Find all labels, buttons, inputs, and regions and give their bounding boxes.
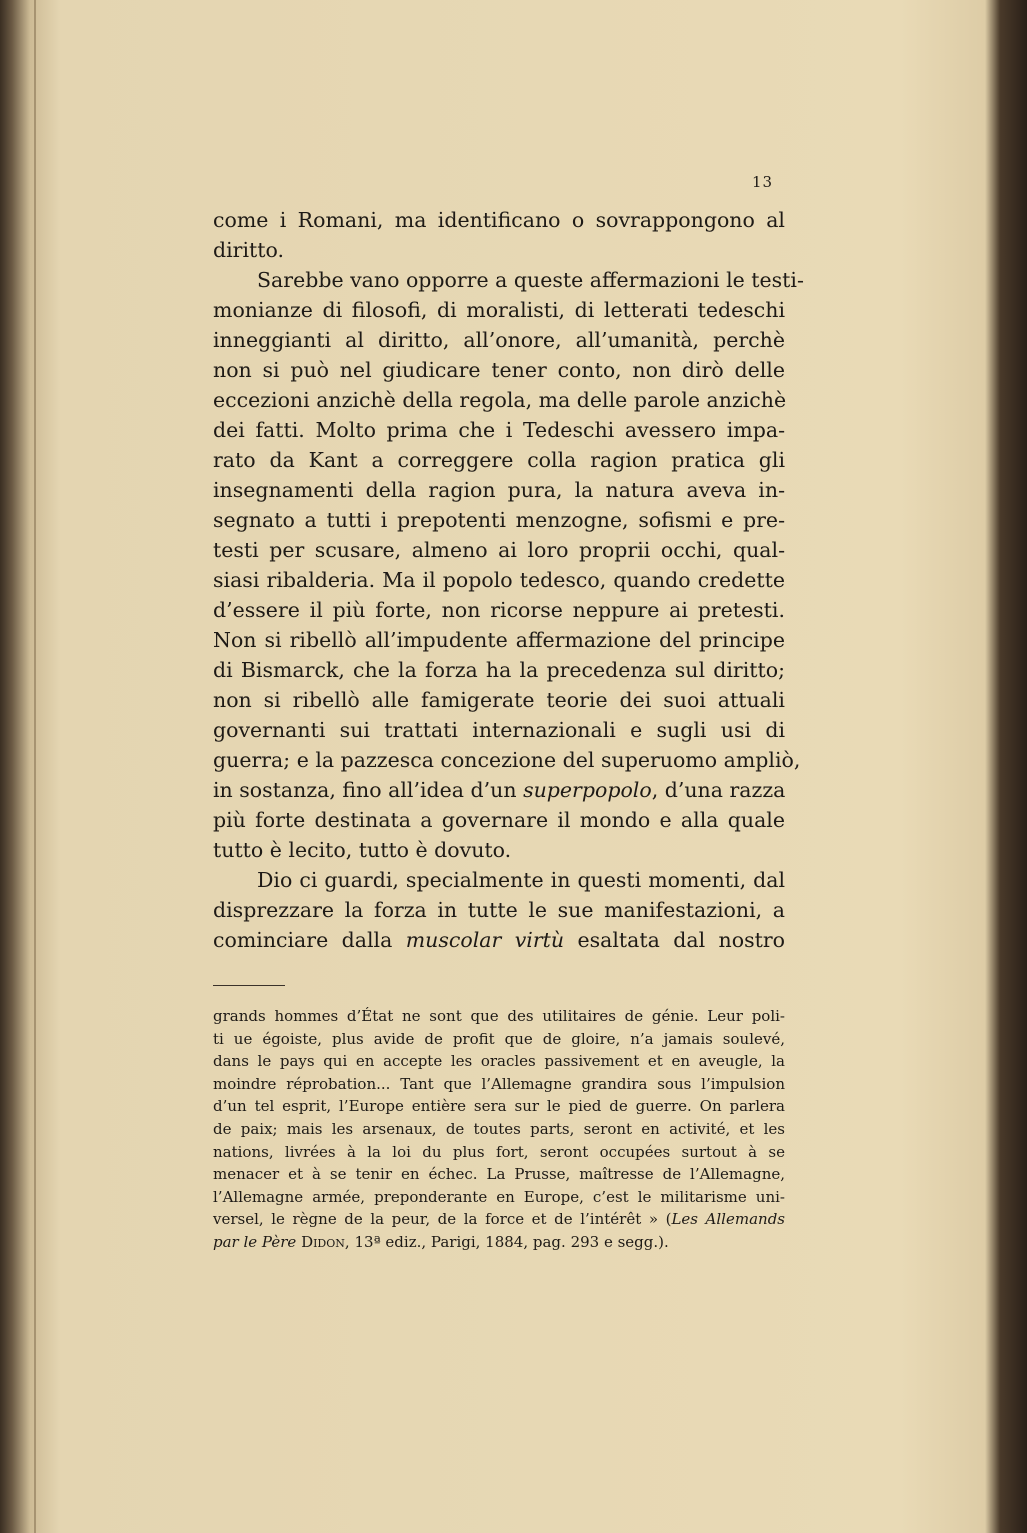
text-segment: come i Romani, ma identificano o sovrappongono al: [213, 208, 785, 232]
footnote-line: [213, 1050, 785, 1073]
footnote: [213, 1005, 785, 1254]
text-line: [213, 415, 785, 445]
italic-text: superpopolo: [523, 778, 652, 802]
text-line: [213, 865, 785, 895]
text-segment: più forte destinata a governare il mondo e alla quale: [213, 808, 785, 832]
italic-text: muscolar virtù: [405, 928, 565, 952]
text-segment: Didon: [301, 1232, 345, 1251]
text-line: [213, 595, 785, 625]
text-segment: d’un tel esprit, l’Europe entière sera sur le pied de guerre. On parlera: [213, 1097, 785, 1116]
text-segment: inneggianti al diritto, all’onore, all’umanità, perchè: [213, 328, 785, 352]
text-line: [213, 715, 785, 745]
text-segment: , 13ª ediz., Parigi, 1884, pag. 293 e segg.).: [344, 1232, 669, 1251]
text-segment: cominciare dalla: [213, 928, 406, 952]
text-segment: dei fatti. Molto prima che i Tedeschi avessero impa-: [213, 418, 785, 442]
text-segment: versel, le règne de la peur, de la force et de l’intérêt » (: [213, 1210, 672, 1229]
text-segment: in sostanza, fino all’idea d’un: [213, 778, 524, 802]
italic-text: Les Allemands: [671, 1210, 785, 1229]
text-segment: eccezioni anzichè della regola, ma delle parole anzichè: [213, 388, 787, 412]
text-line: [213, 655, 785, 685]
text-segment: nations, livrées à la loi du plus fort, seront occupées surtout à se: [213, 1142, 785, 1161]
text-segment: menacer et à se tenir en échec. La Prusse, maîtresse de l’Allemagne,: [213, 1165, 785, 1184]
text-segment: Sarebbe vano opporre a queste affermazioni le testi-: [257, 268, 804, 292]
text-line: [213, 295, 785, 325]
text-segment: di Bismarck, che la forza ha la precedenza sul diritto;: [213, 658, 785, 682]
text-line: [213, 445, 785, 475]
text-line: [213, 535, 785, 565]
text-segment: guerra; e la pazzesca concezione del superuomo ampliò,: [213, 748, 801, 772]
text-segment: monianze di filosofi, di moralisti, di letterati tedeschi: [213, 298, 785, 322]
text-line: [213, 205, 785, 235]
text-segment: governanti sui trattati internazionali e sugli usi di: [213, 718, 785, 742]
text-segment: dans le pays qui en accepte les oracles passivement et en aveugle, la: [213, 1052, 785, 1071]
text-segment: Dio ci guardi, specialmente in questi momenti, dal: [257, 868, 785, 892]
text-segment: , d’una razza: [651, 778, 786, 802]
text-segment: tutto è lecito, tutto è dovuto.: [213, 838, 512, 862]
text-segment: moindre réprobation... Tant que l’Allemagne grandira sous l’impulsion: [213, 1074, 785, 1093]
text-line: [213, 325, 785, 355]
footnote-line: [213, 1141, 785, 1164]
text-line: [213, 775, 785, 805]
text-line: [213, 265, 804, 295]
footnote-line: [213, 1163, 785, 1186]
footnote-line: [213, 1028, 785, 1051]
text-segment: l’Allemagne armée, preponderante en Europe, c’est le militarisme uni-: [213, 1187, 785, 1206]
text-segment: segnato a tutti i prepotenti menzogne, sofismi e pre-: [213, 508, 785, 532]
text-segment: grands hommes d’État ne sont que des utilitaires de génie. Leur poli-: [213, 1007, 785, 1025]
footnote-line: [213, 1231, 785, 1254]
text-segment: non si può nel giudicare tener conto, non dirò delle: [213, 358, 785, 382]
text-line: [213, 805, 785, 835]
text-segment: non si ribellò alle famigerate teorie dei suoi attuali: [213, 688, 785, 712]
text-line: [213, 835, 785, 865]
footnote-divider: [213, 985, 285, 986]
text-segment: insegnamenti della ragion pura, la natura aveva in-: [213, 478, 785, 502]
text-line: [213, 505, 785, 535]
text-line: [213, 565, 785, 595]
text-line: [213, 685, 785, 715]
text-line: [213, 745, 801, 775]
italic-text: par le Père: [213, 1232, 297, 1251]
text-segment: diritto.: [213, 238, 285, 262]
page-number: 13: [752, 173, 774, 191]
text-line: [213, 475, 785, 505]
text-segment: rato da Kant a correggere colla ragion pratica gli: [213, 448, 785, 472]
main-text: [213, 205, 804, 955]
text-line: [213, 625, 785, 655]
text-line: [213, 355, 785, 385]
text-segment: d’essere il più forte, non ricorse neppure ai pretesti.: [213, 598, 785, 622]
footnote-line: [213, 1005, 785, 1028]
footnote-line: [213, 1095, 785, 1118]
footnote-line: [213, 1208, 785, 1231]
text-segment: siasi ribalderia. Ma il popolo tedesco, quando credette: [213, 568, 785, 592]
text-line: [213, 925, 785, 955]
footnote-line: [213, 1073, 785, 1096]
footnote-line: [213, 1118, 785, 1141]
text-segment: Non si ribellò all’impudente affermazione del principe: [213, 628, 785, 652]
text-line: [213, 385, 785, 415]
text-line: [213, 895, 785, 925]
footnote-line: [213, 1186, 785, 1209]
text-line: [213, 235, 785, 265]
text-segment: de paix; mais les arsenaux, de toutes parts, seront en activité, et les: [213, 1119, 785, 1138]
book-binding-edge: [34, 0, 36, 1533]
text-segment: disprezzare la forza in tutte le sue manifestazioni, a: [213, 898, 785, 922]
text-segment: testi per scusare, almeno ai loro proprii occhi, qual-: [213, 538, 785, 562]
text-segment: esaltata dal nostro: [564, 928, 785, 952]
text-segment: ti ue égoiste, plus avide de profit que de gloire, n’a jamais soulevé,: [213, 1029, 785, 1048]
